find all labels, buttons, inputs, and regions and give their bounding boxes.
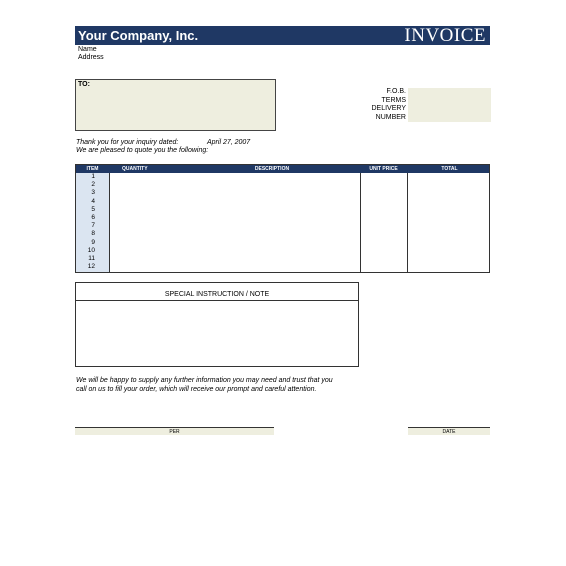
invoice-title: INVOICE — [404, 25, 486, 46]
item-number: 9 — [91, 238, 95, 246]
item-number: 8 — [91, 230, 95, 238]
col-unit-price: UNIT PRICE — [369, 166, 398, 172]
item-number: 12 — [87, 263, 95, 271]
col-quantity: QUANTITY — [122, 166, 148, 172]
table-header-row — [76, 165, 489, 173]
to-box[interactable] — [75, 79, 276, 131]
thanks-text: Thank you for your inquiry dated: — [76, 139, 179, 146]
meta-values-box[interactable] — [408, 88, 491, 122]
number-label: NUMBER — [375, 113, 406, 121]
closing-line-1: We will be happy to supply any further information you may need and trust that you — [76, 377, 333, 384]
col-description: DESCRIPTION — [254, 166, 290, 172]
item-number: 1 — [91, 173, 95, 180]
inquiry-date: April 27, 2007 — [207, 139, 251, 146]
company-name: Your Company, Inc. — [78, 28, 199, 43]
per-signature-line[interactable]: PER — [75, 427, 274, 435]
company-contact-name: Name — [78, 46, 97, 53]
closing-line-2: call on us to fill your order, which will receive our prompt and careful attention. — [76, 386, 317, 393]
company-address: Address — [78, 54, 104, 61]
special-instructions-box[interactable] — [75, 282, 359, 367]
item-number: 11 — [88, 255, 95, 262]
item-number: 10 — [87, 246, 95, 254]
delivery-label: DELIVERY — [371, 105, 406, 112]
item-number: 2 — [91, 181, 95, 189]
item-number: 6 — [91, 214, 95, 221]
item-column — [76, 173, 110, 272]
date-signature-line[interactable]: DATE — [408, 427, 490, 435]
special-instructions-heading: SPECIAL INSTRUCTION / NOTE — [76, 283, 358, 301]
col-item: ITEM — [86, 166, 99, 172]
item-number: 3 — [91, 189, 95, 197]
column-divider — [360, 173, 361, 272]
item-number: 5 — [91, 205, 95, 213]
pleased-text: We are pleased to quote you the following: — [76, 147, 209, 154]
column-divider — [407, 173, 408, 272]
meta-labels — [372, 88, 407, 122]
items-table — [75, 164, 490, 273]
item-number: 7 — [91, 222, 95, 230]
fob-label: F.O.B. — [386, 88, 406, 95]
item-number: 4 — [91, 197, 95, 205]
terms-label: TERMS — [381, 96, 406, 104]
to-label: TO: — [78, 81, 90, 88]
col-total: TOTAL — [441, 166, 458, 172]
